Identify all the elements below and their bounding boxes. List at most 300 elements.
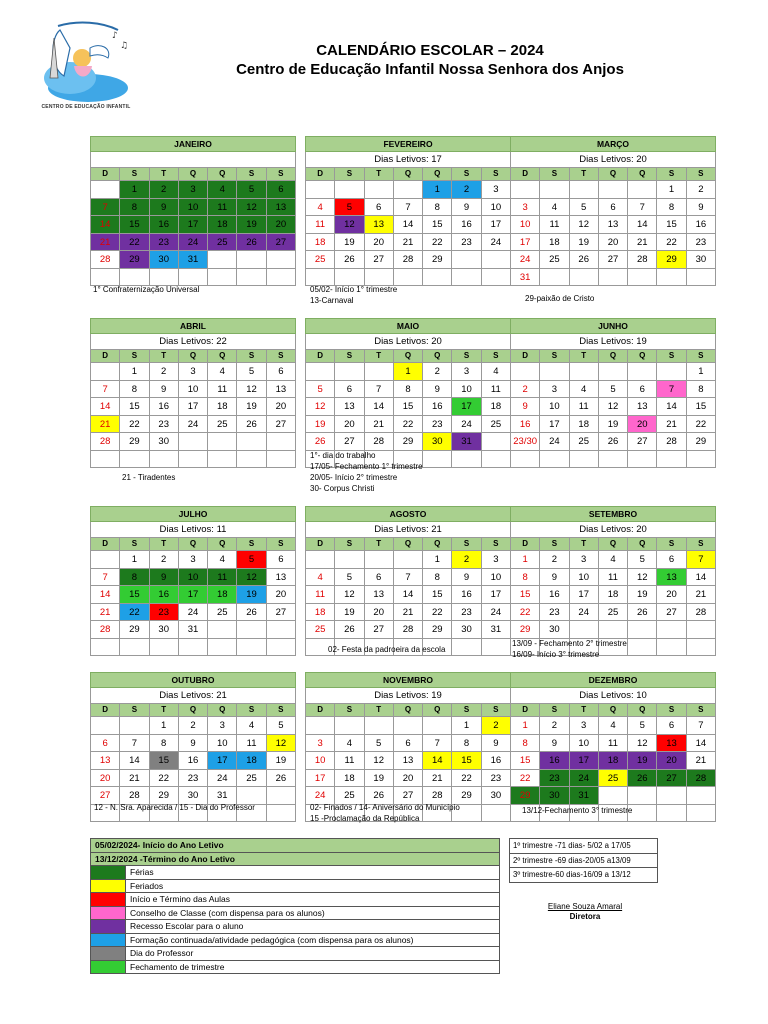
- day-cell: 8: [423, 199, 452, 217]
- day-cell: 24: [540, 433, 569, 451]
- day-cell: 22: [511, 604, 540, 622]
- day-cell: 12: [365, 752, 394, 770]
- day-cell: 3: [570, 551, 599, 569]
- weekday-header: S: [120, 704, 149, 717]
- day-cell: 2: [540, 717, 569, 735]
- day-cell: 13: [267, 199, 296, 217]
- day-cell: 21: [91, 604, 120, 622]
- day-cell: 19: [628, 752, 657, 770]
- legend-label: Feriados: [130, 880, 164, 891]
- empty-day: [657, 451, 686, 469]
- day-cell: 7: [394, 569, 423, 587]
- day-cell: 17: [540, 416, 569, 434]
- day-cell: 11: [306, 586, 335, 604]
- day-cell: 23: [150, 416, 179, 434]
- empty-day: [237, 251, 266, 269]
- day-cell: 24: [208, 770, 237, 788]
- day-cell: 12: [628, 569, 657, 587]
- month-outubro: [90, 672, 296, 822]
- day-cell: 27: [365, 251, 394, 269]
- day-cell: 8: [511, 569, 540, 587]
- dias-letivos: Dias Letivos: 22: [90, 334, 296, 349]
- day-cell: 4: [208, 363, 237, 381]
- weekday-header: D: [511, 704, 540, 717]
- weekday-header: Q: [208, 168, 237, 181]
- day-cell: 5: [628, 551, 657, 569]
- day-cell: 26: [365, 787, 394, 805]
- day-cell: 28: [120, 787, 149, 805]
- day-cell: 13: [599, 216, 628, 234]
- empty-day: [628, 805, 657, 823]
- weekday-header: S: [657, 350, 686, 363]
- weekday-header: Q: [208, 350, 237, 363]
- day-cell: 22: [120, 604, 149, 622]
- empty-day: [511, 181, 540, 199]
- empty-day: [482, 251, 511, 269]
- day-cell: 6: [365, 569, 394, 587]
- empty-day: [628, 639, 657, 657]
- month-name: OUTUBRO: [90, 672, 296, 688]
- empty-day: [267, 251, 296, 269]
- day-cell: 29: [511, 787, 540, 805]
- day-cell: 31: [208, 787, 237, 805]
- month-janeiro: [90, 136, 296, 286]
- day-cell: 11: [237, 735, 266, 753]
- day-cell: 7: [91, 381, 120, 399]
- day-cell: 9: [511, 398, 540, 416]
- day-cell: 5: [628, 717, 657, 735]
- day-cell: 21: [628, 234, 657, 252]
- day-cell: 18: [306, 234, 335, 252]
- day-cell: 20: [365, 604, 394, 622]
- day-cell: 10: [179, 199, 208, 217]
- signature-block: [510, 902, 660, 922]
- day-grid: [90, 167, 296, 286]
- day-cell: 21: [91, 234, 120, 252]
- weekday-header: T: [150, 350, 179, 363]
- weekday-header: Q: [179, 538, 208, 551]
- signature-role: Diretora: [569, 912, 601, 921]
- day-cell: 16: [150, 586, 179, 604]
- day-cell: 13: [657, 569, 686, 587]
- empty-day: [335, 363, 364, 381]
- day-cell: 28: [657, 433, 686, 451]
- day-cell: 7: [657, 381, 686, 399]
- day-cell: 25: [482, 416, 511, 434]
- day-cell: 28: [394, 251, 423, 269]
- day-cell: 21: [365, 416, 394, 434]
- day-cell: 19: [570, 234, 599, 252]
- weekday-header: S: [120, 168, 149, 181]
- empty-day: [237, 433, 266, 451]
- note-dezembro: 13/12-Fechamento 3° trimestre: [522, 806, 633, 815]
- day-cell: 24: [179, 234, 208, 252]
- empty-day: [482, 433, 511, 451]
- day-cell: 29: [423, 621, 452, 639]
- weekday-header: S: [237, 538, 266, 551]
- empty-day: [570, 181, 599, 199]
- empty-day: [365, 717, 394, 735]
- day-cell: 25: [208, 604, 237, 622]
- empty-day: [120, 639, 149, 657]
- legend-item: [91, 880, 500, 894]
- weekday-header: Q: [179, 704, 208, 717]
- day-cell: 27: [599, 251, 628, 269]
- day-cell: 28: [687, 770, 716, 788]
- empty-day: [267, 451, 296, 469]
- day-cell: 4: [306, 569, 335, 587]
- empty-day: [599, 363, 628, 381]
- empty-day: [91, 639, 120, 657]
- empty-day: [335, 551, 364, 569]
- day-cell: 22: [120, 416, 149, 434]
- day-cell: 14: [91, 586, 120, 604]
- day-cell: 2: [452, 181, 481, 199]
- day-cell: 26: [628, 770, 657, 788]
- weekday-header: S: [540, 168, 569, 181]
- empty-day: [306, 363, 335, 381]
- day-cell: 27: [365, 621, 394, 639]
- empty-day: [423, 269, 452, 287]
- day-cell: 3: [511, 199, 540, 217]
- legend-swatch: [91, 880, 126, 893]
- day-cell: 26: [335, 251, 364, 269]
- weekday-header: T: [150, 168, 179, 181]
- dias-letivos: Dias Letivos: 21: [90, 688, 296, 703]
- day-cell: 10: [208, 735, 237, 753]
- day-cell: 11: [306, 216, 335, 234]
- empty-day: [482, 805, 511, 823]
- day-cell: 5: [365, 735, 394, 753]
- empty-day: [599, 451, 628, 469]
- day-cell: 14: [657, 398, 686, 416]
- empty-day: [540, 451, 569, 469]
- day-cell: 3: [306, 735, 335, 753]
- weekday-header: Q: [628, 704, 657, 717]
- day-cell: 10: [570, 735, 599, 753]
- day-cell: 29: [120, 433, 149, 451]
- day-cell: 29: [120, 621, 149, 639]
- day-cell: 28: [687, 604, 716, 622]
- weekday-header: S: [657, 538, 686, 551]
- day-cell: 11: [482, 381, 511, 399]
- day-cell: 22: [452, 770, 481, 788]
- empty-day: [540, 363, 569, 381]
- day-cell: 18: [208, 216, 237, 234]
- day-cell: 3: [482, 551, 511, 569]
- day-cell: 10: [452, 381, 481, 399]
- weekday-header: Q: [423, 704, 452, 717]
- day-cell: 10: [540, 398, 569, 416]
- day-cell: 20: [628, 416, 657, 434]
- empty-day: [687, 787, 716, 805]
- day-cell: 3: [179, 181, 208, 199]
- day-cell: 15: [657, 216, 686, 234]
- empty-day: [120, 717, 149, 735]
- month-setembro: [510, 506, 716, 656]
- day-cell: 14: [394, 586, 423, 604]
- day-cell: 1: [511, 551, 540, 569]
- legend-label: Formação continuada/atividade pedagógica (com dispensa para os alunos): [130, 934, 414, 945]
- day-cell: 20: [267, 586, 296, 604]
- day-cell: 20: [267, 398, 296, 416]
- weekday-header: S: [452, 168, 481, 181]
- weekday-header: D: [511, 168, 540, 181]
- empty-day: [394, 269, 423, 287]
- day-cell: 28: [91, 251, 120, 269]
- day-cell: 15: [150, 752, 179, 770]
- empty-day: [394, 181, 423, 199]
- weekday-header: S: [267, 704, 296, 717]
- weekday-header: S: [237, 704, 266, 717]
- day-cell: 11: [208, 381, 237, 399]
- day-cell: 9: [482, 735, 511, 753]
- day-cell: 22: [394, 416, 423, 434]
- day-cell: 27: [267, 604, 296, 622]
- day-cell: 9: [452, 199, 481, 217]
- day-cell: 13: [335, 398, 364, 416]
- day-cell: 7: [628, 199, 657, 217]
- day-cell: 15: [394, 398, 423, 416]
- day-cell: 16: [423, 398, 452, 416]
- day-cell: 23: [540, 770, 569, 788]
- legend-swatch: [91, 934, 126, 947]
- weekday-header: S: [120, 538, 149, 551]
- day-cell: 8: [423, 569, 452, 587]
- empty-day: [267, 639, 296, 657]
- empty-day: [179, 433, 208, 451]
- month-maio: [305, 318, 511, 468]
- day-cell: 17: [179, 216, 208, 234]
- day-cell: 1: [511, 717, 540, 735]
- day-cell: 23/30: [511, 433, 540, 451]
- empty-day: [267, 787, 296, 805]
- day-cell: 20: [91, 770, 120, 788]
- weekday-header: T: [365, 168, 394, 181]
- weekday-header: Q: [423, 350, 452, 363]
- day-cell: 28: [365, 433, 394, 451]
- note-novembro-2: 15 -Proclamação da República: [310, 814, 420, 823]
- day-cell: 20: [599, 234, 628, 252]
- day-cell: 6: [267, 181, 296, 199]
- weekday-header: S: [482, 704, 511, 717]
- day-cell: 18: [208, 586, 237, 604]
- day-cell: 8: [511, 735, 540, 753]
- day-cell: 1: [423, 181, 452, 199]
- day-cell: 17: [306, 770, 335, 788]
- weekday-header: S: [452, 704, 481, 717]
- weekday-header: S: [482, 538, 511, 551]
- day-cell: 16: [452, 216, 481, 234]
- day-cell: 24: [306, 787, 335, 805]
- empty-day: [511, 451, 540, 469]
- month-dezembro: [510, 672, 716, 822]
- day-cell: 14: [120, 752, 149, 770]
- day-cell: 29: [657, 251, 686, 269]
- day-cell: 28: [91, 433, 120, 451]
- note-agosto: 02- Festa da padroeira da escola: [328, 645, 446, 654]
- day-cell: 10: [482, 199, 511, 217]
- day-cell: 21: [687, 586, 716, 604]
- day-cell: 29: [423, 251, 452, 269]
- day-cell: 8: [120, 569, 149, 587]
- day-cell: 10: [179, 569, 208, 587]
- note-janeiro: 1° Confraternização Universal: [93, 285, 200, 294]
- svg-text:♫: ♫: [120, 41, 129, 51]
- day-cell: 5: [570, 199, 599, 217]
- legend-item: [91, 947, 500, 961]
- weekday-header: Q: [423, 168, 452, 181]
- day-cell: 15: [120, 586, 149, 604]
- page-subtitle: Centro de Educação Infantil Nossa Senhora dos Anjos: [236, 61, 624, 78]
- day-cell: 19: [237, 586, 266, 604]
- day-cell: 15: [511, 586, 540, 604]
- day-cell: 5: [237, 363, 266, 381]
- empty-day: [687, 639, 716, 657]
- day-cell: 14: [423, 752, 452, 770]
- day-cell: 7: [120, 735, 149, 753]
- day-cell: 15: [120, 398, 149, 416]
- empty-day: [179, 639, 208, 657]
- day-cell: 15: [511, 752, 540, 770]
- day-cell: 25: [570, 433, 599, 451]
- day-cell: 13: [657, 735, 686, 753]
- day-cell: 19: [306, 416, 335, 434]
- day-cell: 29: [150, 787, 179, 805]
- empty-day: [570, 451, 599, 469]
- legend-item: [91, 934, 500, 948]
- logo-caption: CENTRO DE EDUCAÇÃO INFANTIL: [41, 104, 131, 110]
- note-abril: 21 - Tiradentes: [122, 473, 176, 482]
- legend-label: Fechamento de trimestre: [130, 961, 225, 972]
- day-cell: 30: [452, 621, 481, 639]
- legend-item: [91, 920, 500, 934]
- day-cell: 30: [540, 787, 569, 805]
- month-julho: [90, 506, 296, 656]
- day-cell: 16: [150, 398, 179, 416]
- day-cell: 14: [365, 398, 394, 416]
- day-cell: 24: [452, 416, 481, 434]
- day-cell: 25: [599, 770, 628, 788]
- day-cell: 8: [150, 735, 179, 753]
- day-cell: 10: [179, 381, 208, 399]
- empty-day: [599, 621, 628, 639]
- note-fevereiro-1: 05/02- Início 1° trimestre: [310, 285, 398, 294]
- day-cell: 30: [150, 621, 179, 639]
- day-cell: 12: [306, 398, 335, 416]
- day-cell: 9: [150, 199, 179, 217]
- weekday-header: Q: [599, 538, 628, 551]
- empty-day: [208, 639, 237, 657]
- day-cell: 19: [335, 604, 364, 622]
- weekday-header: S: [657, 168, 686, 181]
- weekday-header: S: [267, 538, 296, 551]
- legend-swatch: [91, 920, 126, 933]
- day-cell: 14: [628, 216, 657, 234]
- weekday-header: T: [570, 168, 599, 181]
- day-cell: 21: [120, 770, 149, 788]
- day-cell: 4: [208, 181, 237, 199]
- day-cell: 20: [657, 752, 686, 770]
- day-cell: 19: [237, 398, 266, 416]
- empty-day: [423, 717, 452, 735]
- weekday-header: T: [570, 538, 599, 551]
- day-cell: 3: [570, 717, 599, 735]
- weekday-header: D: [511, 538, 540, 551]
- day-cell: 6: [335, 381, 364, 399]
- day-cell: 3: [540, 381, 569, 399]
- day-cell: 17: [179, 398, 208, 416]
- dias-letivos: [90, 152, 296, 167]
- signature-name: Eliane Souza Amaral: [547, 902, 623, 911]
- day-cell: 4: [208, 551, 237, 569]
- trimester-table: [509, 838, 658, 883]
- empty-day: [394, 717, 423, 735]
- weekday-header: D: [306, 350, 335, 363]
- empty-day: [570, 269, 599, 287]
- day-cell: 2: [452, 551, 481, 569]
- day-cell: 13: [267, 381, 296, 399]
- empty-day: [628, 787, 657, 805]
- day-cell: 5: [335, 569, 364, 587]
- day-cell: 12: [335, 586, 364, 604]
- legend-item: [91, 866, 500, 880]
- day-cell: 18: [482, 398, 511, 416]
- empty-day: [179, 269, 208, 287]
- month-março: [510, 136, 716, 286]
- empty-day: [91, 269, 120, 287]
- weekday-header: Q: [179, 350, 208, 363]
- weekday-header: Q: [394, 350, 423, 363]
- day-cell: 25: [208, 416, 237, 434]
- empty-day: [452, 451, 481, 469]
- legend-swatch: [91, 907, 126, 920]
- day-cell: 30: [150, 433, 179, 451]
- empty-day: [267, 269, 296, 287]
- note-maio-4: 30- Corpus Christi: [310, 484, 375, 493]
- day-cell: 11: [570, 398, 599, 416]
- day-cell: 9: [150, 381, 179, 399]
- weekday-header: S: [120, 350, 149, 363]
- day-cell: 13: [365, 586, 394, 604]
- day-cell: 19: [267, 752, 296, 770]
- empty-day: [687, 451, 716, 469]
- legend-swatch: [91, 893, 126, 906]
- empty-day: [628, 451, 657, 469]
- weekday-header: T: [365, 538, 394, 551]
- day-grid: [90, 349, 296, 468]
- day-cell: 20: [267, 216, 296, 234]
- day-cell: 13: [91, 752, 120, 770]
- day-cell: 18: [599, 586, 628, 604]
- legend-end-date: 13/12/2024 -Término do Ano Letivo: [91, 853, 500, 867]
- day-cell: 24: [179, 604, 208, 622]
- day-cell: 29: [511, 621, 540, 639]
- day-cell: 22: [120, 234, 149, 252]
- empty-day: [482, 269, 511, 287]
- day-cell: 16: [150, 216, 179, 234]
- day-cell: 11: [208, 199, 237, 217]
- weekday-header: Q: [599, 168, 628, 181]
- empty-day: [208, 451, 237, 469]
- legend-label: Dia do Professor: [130, 948, 194, 958]
- day-cell: 12: [237, 199, 266, 217]
- day-cell: 5: [599, 381, 628, 399]
- day-cell: 19: [628, 586, 657, 604]
- empty-day: [628, 181, 657, 199]
- empty-day: [657, 805, 686, 823]
- day-cell: 11: [540, 216, 569, 234]
